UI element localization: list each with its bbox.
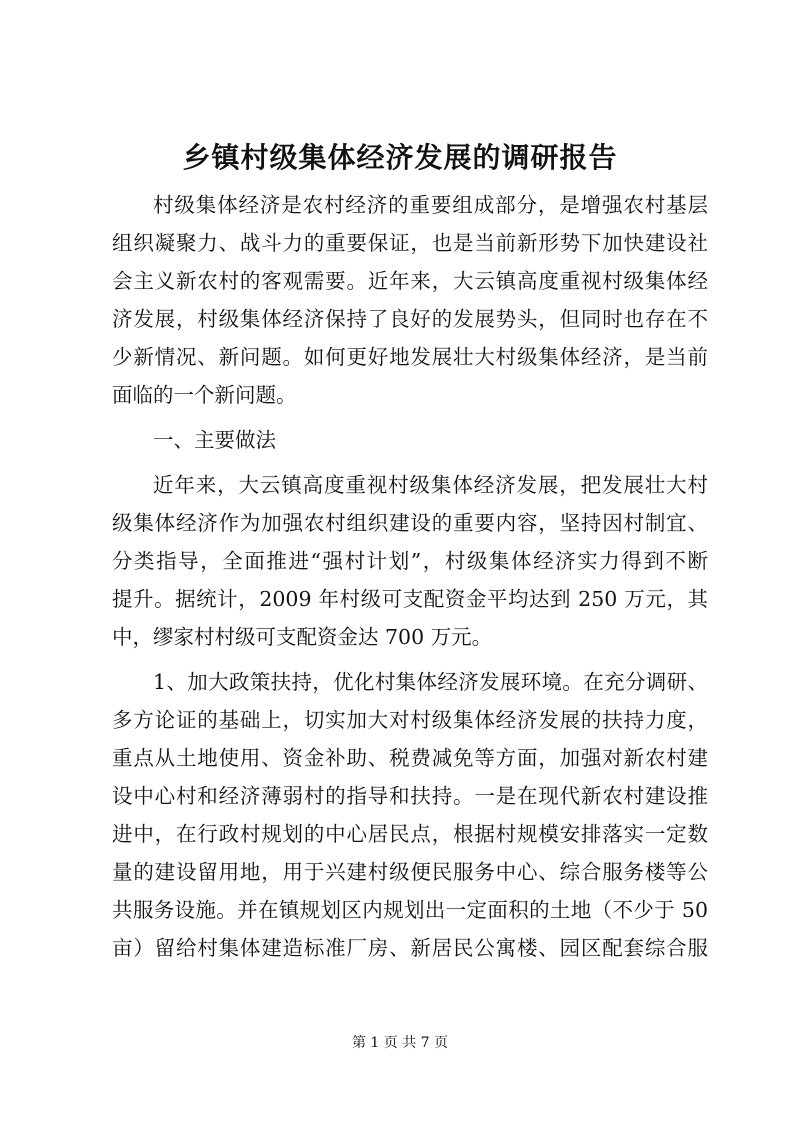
text-line: 重点从土地使用、资金补助、税费减免等方面，加强对新农村建 <box>112 746 708 770</box>
text-line: 提升。据统计，2009 年村级可支配资金平均达到 250 万元，其 <box>112 587 708 611</box>
text-line: 共服务设施。并在镇规划区内规划出一定面积的土地（不少于 50 <box>112 898 708 922</box>
document-title: 乡镇村级集体经济发展的调研报告 <box>182 141 618 174</box>
text-line: 设中心村和经济薄弱村的指导和扶持。一是在现代新农村建设推 <box>112 784 708 808</box>
text-line: 级集体经济作为加强农村组织建设的重要内容，坚持因村制宜、 <box>112 511 708 535</box>
text-line: 多方论证的基础上，切实加大对村级集体经济发展的扶持力度， <box>112 708 708 732</box>
paragraph-intro <box>112 186 708 414</box>
section-heading <box>112 421 708 459</box>
text-line: 济发展，村级集体经济保持了良好的发展势头，但同时也存在不 <box>112 307 708 331</box>
text-line: 中，缪家村村级可支配资金达 700 万元。 <box>112 625 493 649</box>
text-line: 亩）留给村集体建造标准厂房、新居民公寓楼、园区配套综合服 <box>112 936 708 960</box>
text-line: 组织凝聚力、战斗力的重要保证，也是当前新形势下加快建设社 <box>112 231 708 255</box>
page-number-footer: 第 1 页 共 7 页 <box>351 1035 449 1051</box>
text-line: 会主义新农村的客观需要。近年来，大云镇高度重视村级集体经 <box>112 269 708 293</box>
paragraph-policy <box>112 663 708 967</box>
text-line: 进中，在行政村规划的中心居民点，根据村规模安排落实一定数 <box>112 822 708 846</box>
text-line: 量的建设留用地，用于兴建村级便民服务中心、综合服务楼等公 <box>112 860 708 884</box>
document-body <box>112 186 708 967</box>
paragraph-practice <box>112 466 708 656</box>
text-line: 面临的一个新问题。 <box>112 383 297 407</box>
text-line: 近年来，大云镇高度重视村级集体经济发展，把发展壮大村 <box>153 473 708 497</box>
text-line: 分类指导，全面推进“强村计划”，村级集体经济实力得到不断 <box>112 549 708 573</box>
text-line: 1、加大政策扶持，优化村集体经济发展环境。在充分调研、 <box>153 670 708 694</box>
text-line: 村级集体经济是农村经济的重要组成部分，是增强农村基层 <box>153 193 708 217</box>
text-line: 少新情况、新问题。如何更好地发展壮大村级集体经济，是当前 <box>112 345 708 369</box>
heading-text: 一、主要做法 <box>153 428 276 452</box>
